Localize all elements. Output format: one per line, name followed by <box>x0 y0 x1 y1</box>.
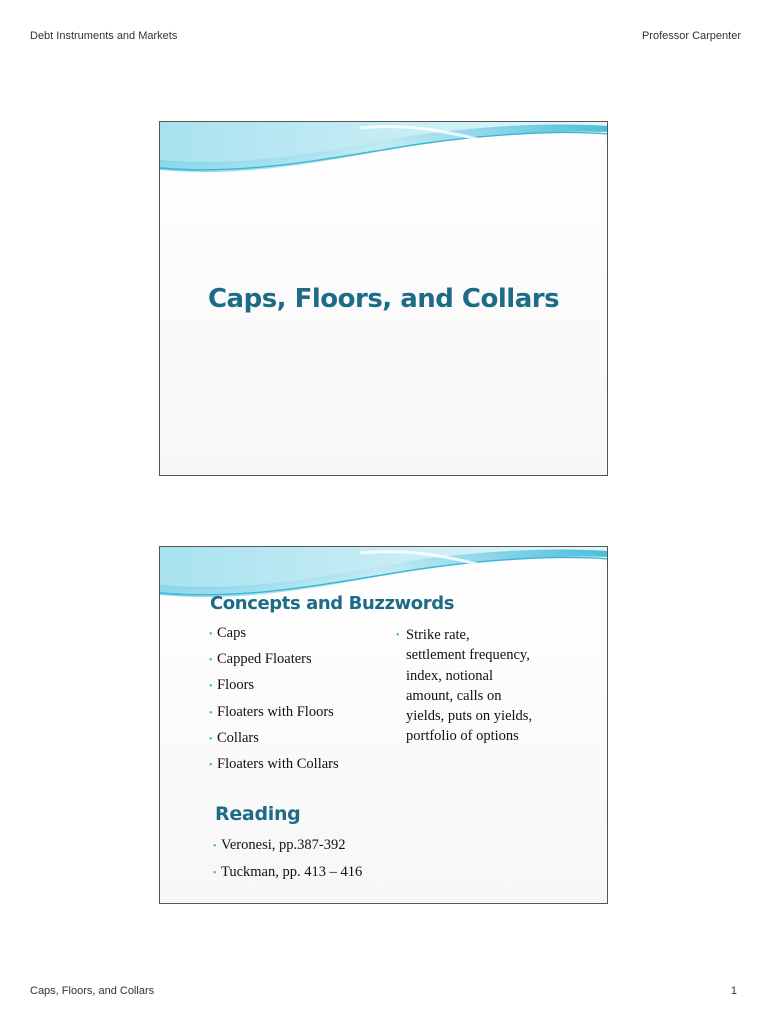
list-item-text: Floaters with Collars <box>217 755 339 772</box>
concepts-heading: Concepts and Buzzwords <box>210 593 455 614</box>
list-item <box>213 837 362 864</box>
bullet-icon: • <box>209 759 213 771</box>
list-item-text: Floors <box>217 677 255 694</box>
list-item-text: Veronesi, pp.387-392 <box>221 837 346 853</box>
page-header-author: Professor Carpenter <box>641 30 741 42</box>
list-item <box>209 651 339 677</box>
list-item <box>213 864 362 891</box>
reading-heading: Reading <box>215 803 301 825</box>
slide-concepts <box>159 546 608 904</box>
text-line: index, notional <box>406 667 493 684</box>
bullet-icon: • <box>209 655 213 667</box>
page-footer-title: Caps, Floors, and Collars <box>30 985 155 997</box>
list-item-text: Capped Floaters <box>217 651 312 668</box>
wave-decoration <box>160 122 608 182</box>
list-item <box>209 625 339 651</box>
bullet-icon: • <box>396 630 400 641</box>
text-line: Strike rate, <box>406 627 470 643</box>
text-line: yields, puts on yields, <box>406 708 533 725</box>
text-line: settlement frequency, <box>406 647 530 664</box>
reading-list <box>213 837 362 891</box>
text-line: portfolio of options <box>406 728 519 745</box>
slide-title <box>159 121 608 476</box>
bullet-icon: • <box>213 841 217 852</box>
list-item <box>209 677 339 703</box>
list-item <box>209 756 339 782</box>
list-item-text: Floaters with Floors <box>217 703 334 720</box>
bullet-icon: • <box>209 707 213 719</box>
slide-title-text: Caps, Floors, and Collars <box>207 284 560 314</box>
page-number: 1 <box>730 985 737 997</box>
bullet-icon: • <box>209 629 213 640</box>
list-item-text: Collars <box>217 729 259 746</box>
text-line: amount, calls on <box>406 687 502 704</box>
list-item-text: Caps <box>217 625 246 641</box>
bullet-icon: • <box>209 733 213 745</box>
list-item <box>209 730 339 756</box>
list-item <box>209 704 339 730</box>
page-header-course: Debt Instruments and Markets <box>30 30 178 42</box>
concepts-list <box>209 625 339 782</box>
bullet-icon: • <box>209 681 213 693</box>
strike-rate-bullet <box>396 625 581 747</box>
list-item-text: Tuckman, pp. 413 – 416 <box>221 864 363 880</box>
bullet-icon: • <box>213 868 217 879</box>
